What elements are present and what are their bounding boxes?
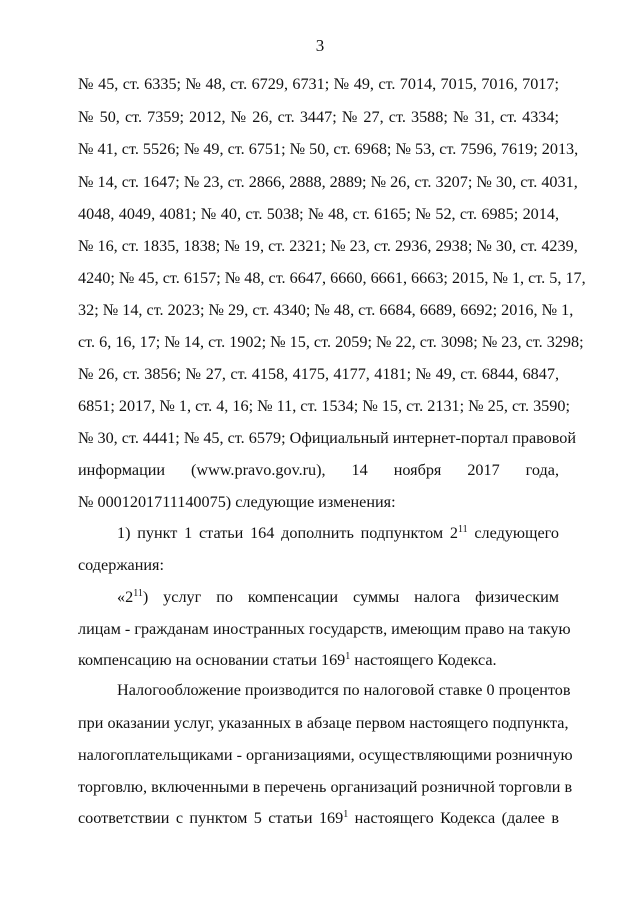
text-line: № 50, ст. 7359; 2012, № 26, ст. 3447; № 27, ст. 3588; № 31, ст. 4334; xyxy=(78,108,559,126)
item-1-line-2: содержания: xyxy=(78,556,164,574)
tax-line-5-sup: 1 xyxy=(343,809,349,820)
item-1-line xyxy=(117,523,559,543)
tax-line-5-suffix: настоящего Кодекса (далее в xyxy=(348,809,559,827)
text-line: 32; № 14, ст. 2023; № 29, ст. 4340; № 48, ст. 6684, 6689, 6692; 2016, № 1, xyxy=(78,301,574,319)
text-line: 4240; № 45, ст. 6157; № 48, ст. 6647, 6660, 6661, 6663; 2015, № 1, ст. 5, 17, xyxy=(78,269,586,287)
tax-line-3: налогоплательщиками - организациями, осуществляющими розничную xyxy=(78,746,573,764)
tax-line-5 xyxy=(78,808,559,828)
quote-sup: 11 xyxy=(133,588,143,599)
text-line: № 16, ст. 1835, 1838; № 19, ст. 2321; № 23, ст. 2936, 2938; № 30, ст. 4239, xyxy=(78,237,578,255)
text-line: ст. 6, 16, 17; № 14, ст. 1902; № 15, ст. 2059; № 22, ст. 3098; № 23, ст. 3298; xyxy=(78,333,584,351)
item-1-prefix: 1) пункт 1 статьи 164 дополнить подпунктом 2 xyxy=(117,524,458,542)
text-line: № 30, ст. 4441; № 45, ст. 6579; Официальный интернет-портал правовой xyxy=(78,429,577,447)
quote-line-3-suffix: настоящего Кодекса. xyxy=(350,651,497,669)
quote-line-3-sup: 1 xyxy=(345,651,351,662)
text-line: информации (www.pravo.gov.ru), 14 ноября 2017 года, xyxy=(78,461,559,479)
quote-open: «2 xyxy=(117,588,134,606)
text-line: № 45, ст. 6335; № 48, ст. 6729, 6731; № 49, ст. 7014, 7015, 7016, 7017; xyxy=(78,75,559,93)
quote-line-3-prefix: компенсацию на основании статьи 169 xyxy=(78,651,346,669)
item-1-sup: 11 xyxy=(457,524,468,535)
text-line: № 14, ст. 1647; № 23, ст. 2866, 2888, 2889; № 26, ст. 3207; № 30, ст. 4031, xyxy=(78,173,578,191)
tax-line-5-prefix: соответствии с пунктом 5 статьи 169 xyxy=(78,809,344,827)
text-line: № 41, ст. 5526; № 49, ст. 6751; № 50, ст. 6968; № 53, ст. 7596, 7619; 2013, xyxy=(78,140,579,158)
quote-rest: ) услуг по компенсации суммы налога физическим xyxy=(142,588,559,606)
tax-line-1: Налогообложение производится по налоговой ставке 0 процентов xyxy=(117,681,571,699)
quote-line-3 xyxy=(78,650,559,670)
item-1-suffix: следующего xyxy=(467,524,559,542)
text-line: № 26, ст. 3856; № 27, ст. 4158, 4175, 4177, 4181; № 49, ст. 6844, 6847, xyxy=(78,365,559,383)
tax-line-2: при оказании услуг, указанных в абзаце первом настоящего подпункта, xyxy=(78,714,569,732)
quote-line xyxy=(117,587,559,607)
tax-line-4: торговлю, включенными в перечень организаций розничной торговли в xyxy=(78,778,573,796)
page-number: 3 xyxy=(315,36,325,55)
text-line: 4048, 4049, 4081; № 40, ст. 5038; № 48, ст. 6165; № 52, ст. 6985; 2014, xyxy=(78,205,559,223)
text-line: 6851; 2017, № 1, ст. 4, 16; № 11, ст. 1534; № 15, ст. 2131; № 25, ст. 3590; xyxy=(78,397,570,415)
text-line: № 0001201711140075) следующие изменения: xyxy=(78,493,396,511)
quote-line-2: лицам - гражданам иностранных государств, имеющим право на такую xyxy=(78,620,571,638)
